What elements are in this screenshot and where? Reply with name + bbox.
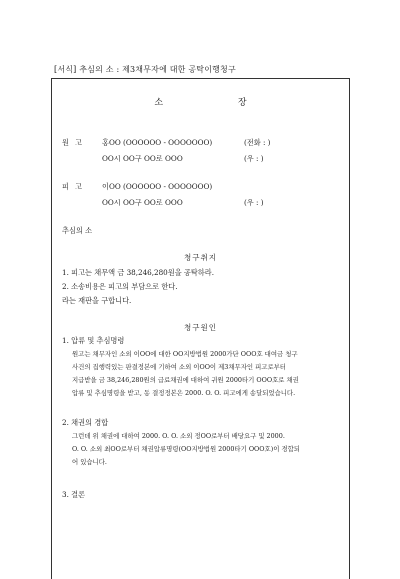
plaintiff-phone: (전화 : ) — [244, 138, 271, 147]
section-1-line-2: 사건의 집행력있는 판결정본에 기하여 소외 이OO이 제3채무자인 피고로부터 — [72, 363, 286, 371]
defendant-zip: (우 : ) — [244, 198, 264, 207]
section-1-line-3: 지급받을 금 38,246,280원의 급료채권에 대하여 귀원 2000타기 OOO호로 채권 — [72, 376, 299, 384]
section-2-line-1: 그런데 위 채권에 대하여 2000. O. O. 소외 정OO로부터 배당요구 및 2000. — [72, 432, 285, 440]
claims-closing: 라는 재판을 구합니다. — [62, 296, 132, 305]
causes-heading: 청구원인 — [184, 323, 217, 332]
plaintiff-address: OO시 OO구 OO로 OOO — [102, 154, 183, 163]
defendant-label: 피고 — [62, 182, 88, 191]
section-3-title: 3. 결론 — [62, 490, 86, 499]
section-2-line-2: O. O. 소외 최OO로부터 채권압류명령(OO지방법원 2000타기 OOO호)이 경합되 — [72, 445, 300, 453]
document-frame — [51, 78, 350, 579]
defendant-name-id: 이OO (OOOOOO - OOOOOOO) — [102, 182, 213, 191]
section-1-line-4: 압류 및 추심명령을 받고, 동 결정정본은 2000. O. O. 피고에게 송달되었습니다. — [72, 389, 296, 397]
case-name: 추심의 소 — [62, 226, 93, 235]
plaintiff-zip: (우 : ) — [244, 154, 264, 163]
document-header: [서식] 추심의 소 : 제3채무자에 대한 공탁이행청구 — [54, 65, 236, 74]
plaintiff-name-id: 홍OO (OOOOOO - OOOOOOO) — [102, 138, 213, 147]
plaintiff-label: 원고 — [62, 138, 88, 147]
claims-item-2: 2. 소송비용은 피고의 부담으로 한다. — [62, 282, 178, 291]
section-2-line-3: 어 있습니다. — [72, 458, 107, 466]
section-2-title: 2. 채권의 경합 — [62, 418, 109, 427]
claims-item-1: 1. 피고는 채무액 금 38,246,280원을 공탁하라. — [62, 268, 214, 277]
section-1-title: 1. 압류 및 추심명령 — [62, 336, 125, 345]
defendant-address: OO시 OO구 OO로 OOO — [102, 198, 183, 207]
claims-heading: 청구취지 — [184, 253, 217, 262]
document-title: 소 장 — [154, 98, 283, 108]
section-1-line-1: 원고는 채무자인 소외 이OO에 대한 OO지방법원 2000가단 OOO호 대여금 청구 — [72, 350, 298, 358]
